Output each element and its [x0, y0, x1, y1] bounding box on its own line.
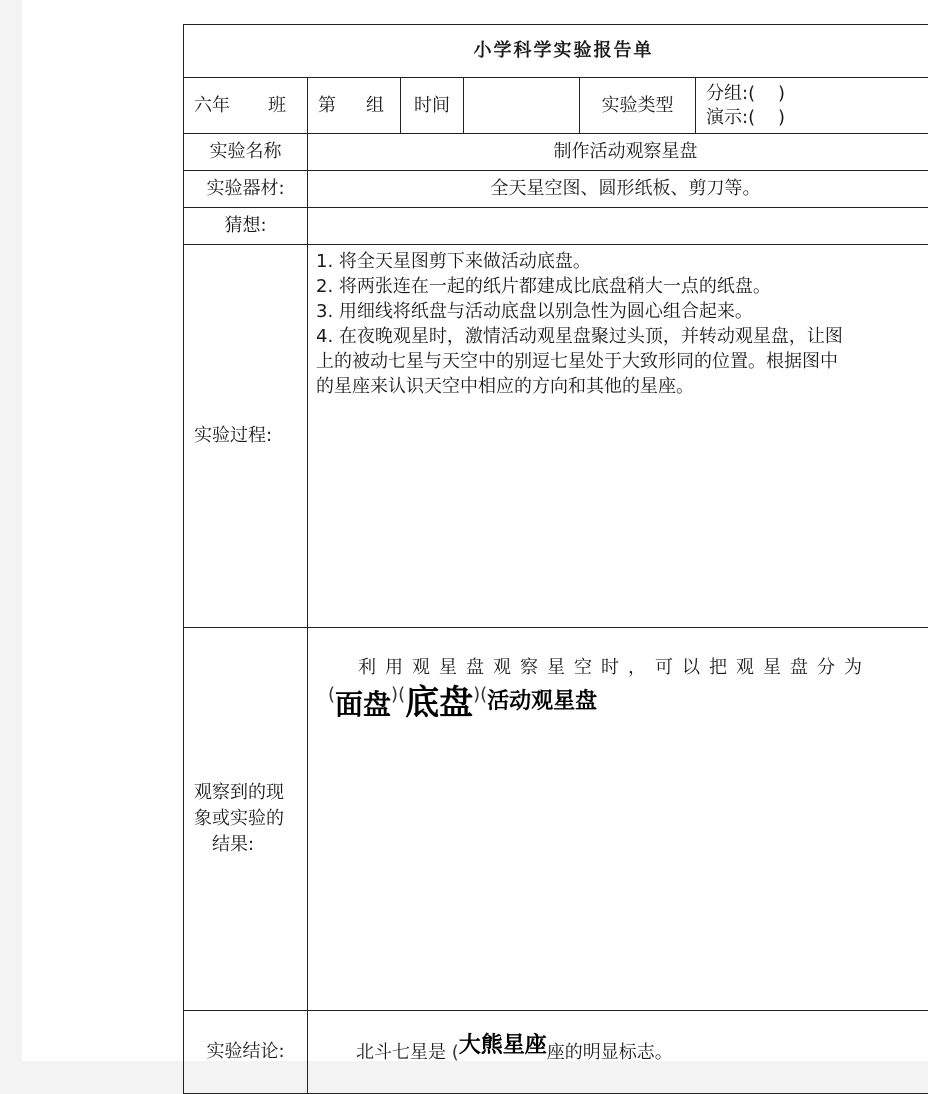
conclusion-suffix: 座的明显标志。	[547, 1042, 673, 1063]
time-label: 时间	[401, 78, 464, 134]
observation-content	[308, 628, 928, 1011]
experiment-mode-cell	[696, 78, 928, 134]
observation-sentence: 利用观星盘观察星空时，可以把观星盘分为	[308, 656, 928, 679]
guess-label: 猜想:	[184, 208, 308, 245]
handwritten-answer: 面盘	[335, 688, 391, 721]
conclusion-content: 北斗七星是 (大熊星座座的明显标志。	[308, 1011, 928, 1094]
process-step: 2. 将两张连在一起的纸片都建成比底盘稍大一点的纸盘。	[316, 274, 928, 299]
class-label: 班	[268, 95, 286, 116]
equipment-label: 实验器材:	[184, 171, 308, 208]
mode-demo: 演示:( )	[706, 106, 928, 129]
class-cell	[184, 78, 308, 134]
experiment-report-form	[183, 24, 928, 1094]
observation-label	[184, 628, 308, 1011]
grade-label: 六年	[194, 95, 230, 116]
observation-label-line: 观察到的现	[194, 780, 307, 806]
handwritten-answer: 底盘	[405, 683, 473, 723]
name-value: 制作活动观察星盘	[308, 134, 928, 171]
observation-label-line: 结果:	[194, 832, 307, 858]
process-steps	[308, 245, 928, 628]
group-suffix: 组	[366, 95, 384, 116]
equipment-value: 全天星空图、圆形纸板、剪刀等。	[308, 171, 928, 208]
handwritten-answer: 大熊星座	[459, 1033, 547, 1058]
process-label: 实验过程:	[184, 245, 308, 628]
process-step: 的星座来认识天空中相应的方向和其他的星座。	[316, 374, 928, 399]
process-step: 4. 在夜晚观星时，激情活动观星盘聚过头顶，并转动观星盘，让图	[316, 324, 928, 349]
guess-value	[308, 208, 928, 245]
group-cell	[308, 78, 401, 134]
left-margin-strip	[0, 0, 23, 1061]
type-label: 实验类型	[580, 78, 696, 134]
process-step: 3. 用细线将纸盘与活动底盘以别急性为圆心组合起来。	[316, 299, 928, 324]
mode-group: 分组:( )	[706, 82, 928, 105]
observation-label-line: 象或实验的	[194, 806, 307, 832]
form-title: 小学科学实验报告单	[184, 25, 928, 78]
group-prefix: 第	[318, 95, 336, 116]
name-label: 实验名称	[184, 134, 308, 171]
process-step: 上的被动七星与天空中的别逗七星处于大致形同的位置。根据图中	[316, 349, 928, 374]
conclusion-label: 实验结论:	[184, 1011, 308, 1094]
conclusion-prefix: 北斗七星是	[356, 1042, 446, 1063]
observation-answers: (面盘)(底盘)(活动观星盘	[308, 681, 928, 721]
time-value	[464, 78, 580, 134]
process-step: 1. 将全天星图剪下来做活动底盘。	[316, 249, 928, 274]
handwritten-answer: 活动观星盘	[487, 689, 597, 714]
